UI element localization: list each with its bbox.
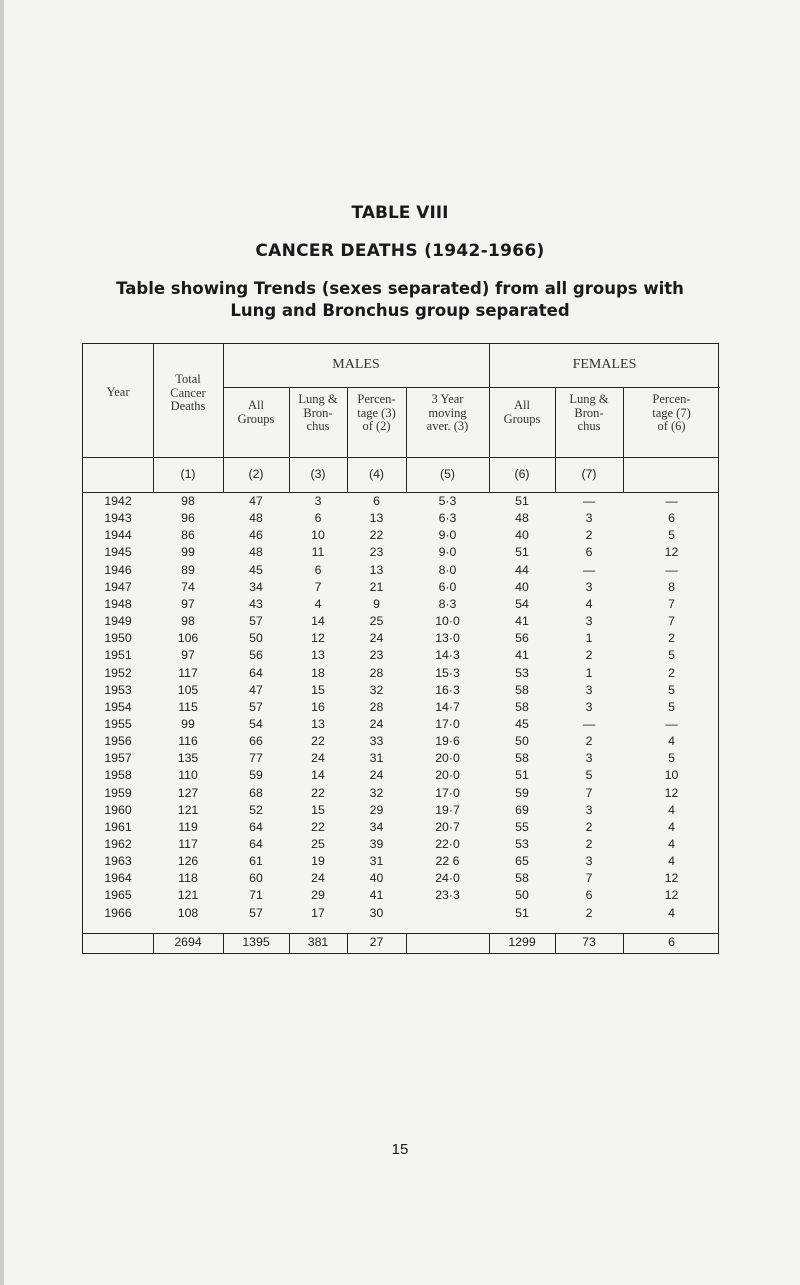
table-cell: 4	[585, 596, 593, 611]
table-cell: 48	[249, 511, 263, 526]
row-year: 1949	[104, 614, 132, 629]
table-cell: 24	[311, 871, 325, 886]
table-cell: 5	[668, 682, 675, 697]
table-cell: 14·7	[435, 699, 460, 714]
table-cell: 3	[314, 494, 322, 508]
table-cell: 7	[668, 596, 675, 611]
table-cell: 117	[178, 837, 198, 851]
table-cell: 22	[311, 785, 325, 800]
table-cell: 127	[177, 785, 199, 800]
table-cell: 2	[668, 631, 675, 646]
table-cell: 11	[311, 545, 325, 560]
table-cell: 7	[585, 871, 593, 886]
total-cell: 27	[369, 935, 384, 949]
table-cell: 55	[515, 819, 529, 834]
column-number: (1)	[180, 467, 196, 481]
table-cell: 3	[585, 699, 593, 714]
table-cell: 22·0	[435, 837, 460, 851]
table-cell: 77	[249, 751, 263, 766]
table-cell: 89	[181, 562, 195, 577]
table-cell: 10	[664, 768, 679, 783]
table-rule	[406, 387, 407, 457]
table-cell: 50	[515, 734, 529, 749]
table-cell: 1	[585, 631, 593, 646]
table-cell: 58	[515, 699, 529, 714]
table-cell: 44	[515, 562, 529, 577]
table-cell: 4	[668, 854, 675, 869]
table-cell: —	[665, 494, 678, 508]
table-cell: 2	[585, 837, 593, 851]
header-males-moving-average: 3 Year moving aver. (3)	[426, 392, 469, 433]
row-year: 1945	[104, 545, 132, 560]
table-cell: 33	[369, 734, 384, 749]
table-cell: 3	[585, 614, 593, 629]
table-cell: 40	[515, 579, 529, 594]
table-cell: 96	[181, 511, 195, 526]
table-cell: 118	[178, 871, 198, 886]
table-cell: 7	[668, 614, 675, 629]
header-males-lung-bronchus: Lung & Bron- chus	[298, 392, 338, 433]
table-cell: 20·7	[435, 819, 460, 834]
table-cell: 3	[585, 854, 593, 869]
header-year: Year	[106, 385, 130, 399]
table-cell: 15	[311, 682, 325, 697]
table-cell: 34	[369, 819, 384, 834]
table-cell: 22 6	[435, 854, 460, 869]
table-cell: 15	[311, 802, 325, 817]
header-females: FEMALES	[572, 357, 637, 372]
table-cell: 5	[668, 751, 675, 766]
table-cell: 24	[311, 751, 325, 766]
table-cell: 6·3	[438, 511, 457, 526]
column-number: (6)	[514, 467, 530, 481]
table-cell: 28	[369, 665, 384, 680]
table-cell: 45	[515, 716, 529, 731]
row-year: 1965	[104, 888, 132, 903]
table-cell: 5·3	[438, 494, 457, 508]
table-cell: 50	[249, 631, 263, 646]
table-cell: 29	[311, 888, 325, 903]
total-cell: 1395	[242, 935, 270, 949]
column-number: (3)	[310, 467, 326, 481]
table-description-line2: Lung and Bronchus group separated	[230, 301, 570, 320]
table-cell: 98	[181, 494, 195, 508]
table-cell: 4	[668, 905, 675, 920]
table-cell: 41	[515, 648, 529, 663]
table-cell: 51	[515, 768, 529, 783]
header-females-lung-bronchus: Lung & Bron- chus	[569, 392, 609, 433]
table-cell: 6	[373, 494, 380, 508]
table-cell: 59	[515, 785, 529, 800]
table-cell: 97	[181, 648, 195, 663]
table-cell: 10	[311, 528, 325, 543]
row-year: 1955	[104, 716, 132, 731]
table-cell: 2	[585, 819, 593, 834]
table-cell: 10·0	[435, 614, 460, 629]
table-rule	[83, 457, 718, 458]
table-cell: 21	[369, 579, 384, 594]
table-cell: 6	[314, 511, 322, 526]
table-rule	[83, 933, 718, 934]
table-cell: 24	[369, 716, 384, 731]
table-cell: 12	[311, 631, 325, 646]
table-number: TABLE VIII	[351, 203, 449, 223]
row-year: 1947	[104, 579, 132, 594]
table-cell: 59	[249, 768, 263, 783]
table-cell: 19·7	[435, 802, 460, 817]
table-cell: 52	[249, 802, 263, 817]
table-cell: 20·0	[435, 751, 460, 766]
table-cell: 53	[515, 837, 529, 851]
table-cell: 5	[668, 648, 675, 663]
table-rule	[83, 492, 718, 493]
table-cell: 24	[369, 631, 384, 646]
table-cell: 57	[249, 905, 263, 920]
table-cell: 47	[249, 494, 263, 508]
table-cell: 24	[369, 768, 384, 783]
table-cell: 22	[311, 819, 325, 834]
table-cell: 12	[664, 871, 679, 886]
table-cell: 97	[181, 596, 195, 611]
table-cell: 74	[181, 579, 195, 594]
row-year: 1950	[104, 631, 132, 646]
table-cell: 51	[515, 494, 529, 508]
column-number: (4)	[368, 467, 385, 481]
table-cell: 14	[311, 768, 325, 783]
table-cell: 3	[585, 579, 593, 594]
table-cell: 12	[664, 545, 679, 560]
table-cell: 7	[314, 579, 322, 594]
row-year: 1961	[104, 819, 132, 834]
table-cell: 4	[668, 837, 675, 851]
table-cell: 135	[177, 751, 199, 766]
table-cell: 31	[369, 751, 384, 766]
row-year: 1960	[104, 802, 132, 817]
table-cell: 61	[249, 854, 263, 869]
table-cell: 9·0	[438, 528, 457, 543]
table-cell: 13	[311, 716, 325, 731]
table-cell: 106	[177, 631, 199, 646]
table-cell: —	[582, 716, 596, 731]
table-cell: 5	[585, 768, 593, 783]
table-cell: 2	[585, 648, 593, 663]
table-cell: 3	[585, 511, 593, 526]
table-cell: 71	[249, 888, 263, 903]
table-cell: 2	[585, 734, 593, 749]
table-cell: 13	[369, 562, 384, 577]
table-cell: 4	[668, 819, 675, 834]
table-cell: 6·0	[438, 579, 457, 594]
table-rule	[406, 933, 407, 953]
table-cell: 25	[369, 614, 384, 629]
table-cell: 64	[249, 665, 263, 680]
row-year: 1948	[104, 596, 132, 611]
table-cell: 117	[178, 665, 198, 680]
table-cell: 9	[373, 596, 380, 611]
total-cell: 381	[307, 935, 329, 949]
table-cell: 54	[249, 716, 263, 731]
table-cell: 3	[585, 751, 593, 766]
table-cell: 6	[314, 562, 322, 577]
table-cell: 65	[515, 854, 529, 869]
total-cell: 73	[582, 935, 596, 949]
table-cell: 7	[585, 785, 593, 800]
table-cell: 51	[515, 545, 529, 560]
table-cell: 16·3	[435, 682, 460, 697]
table-rule	[153, 344, 154, 457]
row-year: 1964	[104, 871, 132, 886]
table-cell: 2	[668, 665, 675, 680]
table-cell: 121	[177, 802, 199, 817]
table-cell: 29	[369, 802, 384, 817]
table-cell: 116	[178, 734, 198, 749]
table-cell: 34	[249, 579, 263, 594]
table-cell: 13	[311, 648, 325, 663]
row-year: 1962	[104, 837, 132, 851]
table-cell: 119	[178, 819, 198, 834]
table-cell: 45	[249, 562, 263, 577]
column-number: (5)	[439, 467, 456, 481]
total-cell: 2694	[174, 935, 202, 949]
table-cell: 23·3	[435, 888, 460, 903]
table-cell: 15·3	[435, 665, 460, 680]
header-males: MALES	[332, 357, 380, 372]
table-cell: 24·0	[435, 871, 460, 886]
table-cell: 5	[668, 528, 675, 543]
table-rule	[555, 387, 556, 457]
table-rule	[489, 344, 490, 457]
table-cell: 23	[369, 545, 384, 560]
table-cell: 56	[515, 631, 529, 646]
table-cell: 17·0	[435, 785, 460, 800]
table-cell: 16	[311, 699, 325, 714]
table-cell: 50	[515, 888, 529, 903]
table-cell: 68	[249, 785, 263, 800]
table-cell: 86	[181, 528, 195, 543]
table-cell: 23	[369, 648, 384, 663]
total-cell: 6	[668, 935, 675, 949]
row-year: 1951	[104, 648, 132, 663]
table-cell: 64	[249, 819, 263, 834]
table-cell: 4	[314, 596, 322, 611]
table-cell: 6	[585, 545, 593, 560]
table-rule	[223, 387, 720, 388]
table-title: CANCER DEATHS (1942-1966)	[255, 241, 545, 261]
table-cell: 64	[249, 837, 263, 851]
row-year: 1944	[104, 528, 132, 543]
table-cell: 57	[249, 614, 263, 629]
table-cell: 99	[181, 545, 195, 560]
table-cell: 14	[311, 614, 325, 629]
table-cell: 19	[311, 854, 325, 869]
row-year: 1957	[104, 751, 132, 766]
table-cell: 22	[369, 528, 384, 543]
table-cell: 4	[668, 734, 675, 749]
header-females-percentage: Percen- tage (7) of (6)	[652, 392, 691, 433]
table-cell: 2	[585, 528, 593, 543]
table-cell: 12	[664, 785, 679, 800]
table-cell: 126	[177, 854, 199, 869]
table-cell: 8	[668, 579, 675, 594]
table-rule	[289, 387, 290, 457]
row-year: 1942	[104, 494, 132, 508]
row-year: 1952	[104, 665, 132, 680]
table-cell: —	[582, 494, 596, 508]
table-cell: 40	[369, 871, 384, 886]
table-cell: 108	[177, 905, 199, 920]
table-rule	[223, 344, 224, 457]
table-cell: 8·3	[438, 596, 457, 611]
table-cell: 13·0	[435, 631, 460, 646]
row-year: 1959	[104, 785, 132, 800]
table-cell: 56	[249, 648, 263, 663]
table-cell: 69	[515, 802, 529, 817]
table-cell: 2	[585, 905, 593, 920]
table-cell: 6	[585, 888, 593, 903]
table-cell: —	[665, 716, 678, 731]
table-cell: 22	[311, 734, 325, 749]
table-cell: 115	[178, 699, 198, 714]
table-cell: 66	[249, 734, 263, 749]
table-cell: 14·3	[435, 648, 460, 663]
table-cell: —	[665, 562, 678, 577]
table-cell: 12	[664, 888, 679, 903]
row-year: 1946	[104, 562, 132, 577]
table-cell: 41	[369, 888, 384, 903]
table-cell: 25	[311, 837, 325, 851]
table-cell: 46	[249, 528, 263, 543]
table-cell: 105	[177, 682, 199, 697]
table-cell: 28	[369, 699, 384, 714]
table-cell: 8·0	[438, 562, 457, 577]
table-cell: 54	[515, 596, 529, 611]
table-cell: 51	[515, 905, 529, 920]
table-cell: 5	[668, 699, 675, 714]
column-number: (7)	[581, 467, 597, 481]
row-year: 1943	[104, 511, 132, 526]
table-cell: 47	[249, 682, 263, 697]
table-cell: 48	[515, 511, 529, 526]
header-males-all-groups: All Groups	[237, 398, 275, 426]
table-cell: 48	[249, 545, 263, 560]
row-year: 1956	[104, 734, 132, 749]
table-cell: 99	[181, 716, 195, 731]
table-cell: 32	[369, 682, 384, 697]
header-total-cancer-deaths: Total Cancer Deaths	[170, 372, 206, 413]
table-cell: 18	[311, 665, 325, 680]
table-cell: 17·0	[435, 716, 460, 731]
table-rule	[623, 387, 624, 457]
table-cell: 39	[369, 837, 384, 851]
table-cell: 43	[249, 596, 263, 611]
row-year: 1963	[104, 854, 132, 869]
table-cell: 40	[515, 528, 529, 543]
table-cell: 32	[369, 785, 384, 800]
table-cell: 53	[515, 665, 529, 680]
table-cell: 98	[181, 614, 195, 629]
row-year: 1958	[104, 768, 132, 783]
table-cell: 58	[515, 682, 529, 697]
column-number: (2)	[248, 467, 264, 481]
table-cell: 58	[515, 871, 529, 886]
table-cell: 121	[177, 888, 199, 903]
row-year: 1966	[104, 905, 132, 920]
header-females-all-groups: All Groups	[503, 398, 541, 426]
table-rule	[347, 387, 348, 457]
table-cell: 9·0	[438, 545, 457, 560]
table-cell: 3	[585, 802, 593, 817]
header-males-percentage: Percen- tage (3) of (2)	[357, 392, 396, 433]
table-cell: 4	[668, 802, 675, 817]
table-cell: —	[582, 562, 596, 577]
table-cell: 19·6	[435, 734, 460, 749]
table-rule	[623, 457, 624, 492]
table-cell: 31	[369, 854, 384, 869]
table-cell: 110	[178, 768, 198, 783]
table-cell: 58	[515, 751, 529, 766]
table-cell: 13	[369, 511, 384, 526]
row-year: 1954	[104, 699, 132, 714]
table-cell: 60	[249, 871, 263, 886]
table-cell: 6	[668, 511, 675, 526]
table-description-line1: Table showing Trends (sexes separated) from all groups with	[116, 279, 684, 298]
row-year: 1953	[104, 682, 132, 697]
table-cell: 1	[585, 665, 593, 680]
total-cell: 1299	[508, 935, 536, 949]
cancer-deaths-table	[82, 343, 719, 954]
table-cell: 3	[585, 682, 593, 697]
page-edge	[0, 0, 4, 1285]
table-cell: 57	[249, 699, 263, 714]
table-cell: 41	[515, 614, 529, 629]
table-cell: 20·0	[435, 768, 460, 783]
page-number: 15	[391, 1141, 409, 1158]
table-cell: 30	[369, 905, 384, 920]
table-cell: 17	[311, 905, 325, 920]
